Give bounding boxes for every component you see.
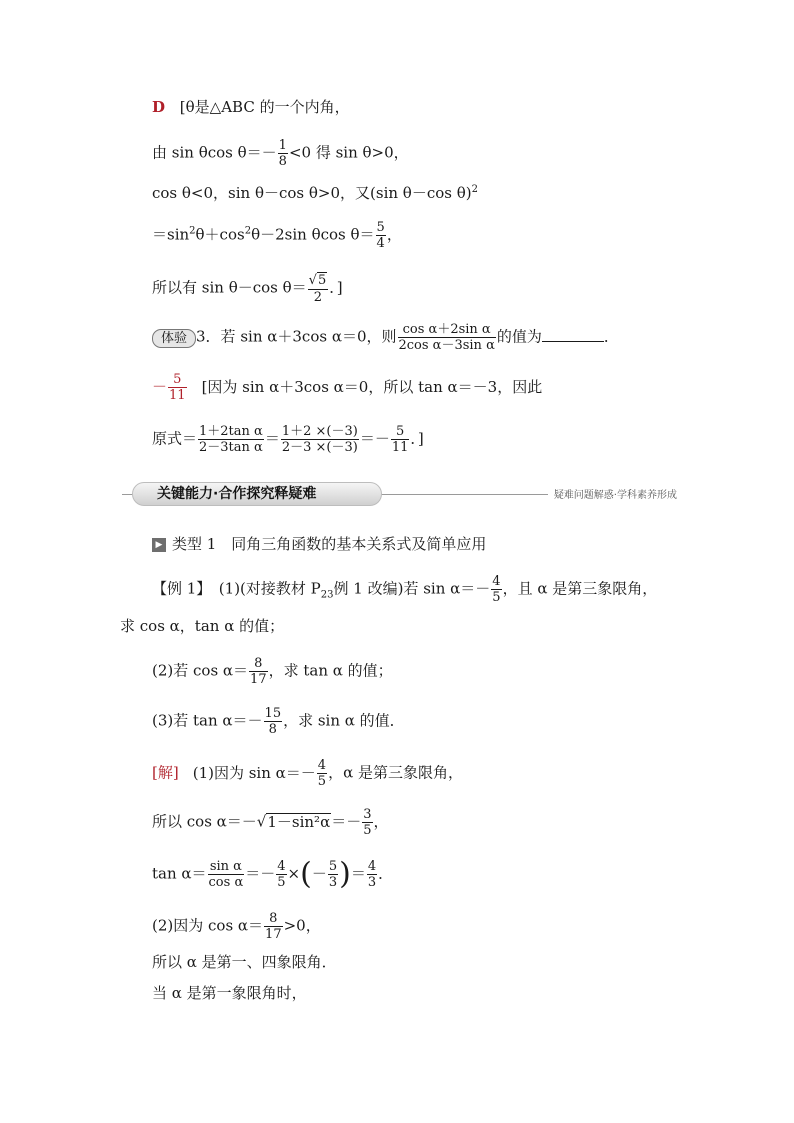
fraction	[276, 859, 286, 890]
numerator: 5	[328, 859, 338, 874]
fraction	[362, 807, 372, 838]
solution-line-4	[152, 220, 402, 251]
text: ×	[287, 864, 301, 883]
denominator: 11	[391, 440, 409, 455]
fraction	[317, 758, 327, 789]
answer-letter: D	[152, 98, 166, 116]
text: ．	[603, 327, 619, 346]
text: 原式＝	[152, 429, 198, 448]
solution-line-3b	[152, 856, 394, 892]
question-2	[152, 656, 393, 687]
solution-line-6b: 当 α 是第一象限角时，	[152, 984, 307, 1002]
denominator: 5	[492, 590, 501, 605]
numerator: √5	[308, 273, 327, 288]
denominator: 2－3 ×(－3)	[281, 440, 358, 455]
text: cos θ<0，sin θ－cos θ>0，又(sin θ－cos θ)	[152, 184, 472, 202]
text: ，α 是第三象限角，	[328, 763, 463, 782]
text: 所以 cos α＝－	[152, 812, 257, 831]
solution-line-3	[152, 180, 478, 203]
fraction	[398, 322, 496, 353]
text: ．	[378, 864, 394, 883]
solution-label: [解]	[152, 763, 179, 782]
sqrt-sign: √	[256, 812, 267, 831]
numerator: cos α＋2sin α	[398, 322, 496, 338]
denominator: 11	[169, 388, 186, 403]
solution-line-2	[152, 138, 409, 169]
type-heading-text: 类型 1 同角三角函数的基本关系式及简单应用	[172, 535, 487, 553]
numerator: 8	[264, 911, 283, 927]
text: (3)若 tan α＝－	[152, 711, 263, 730]
numerator: 15	[264, 706, 282, 721]
denominator: 8	[268, 722, 277, 737]
denominator: 2－3tan α	[199, 440, 263, 455]
exercise-line-1	[152, 322, 619, 353]
text: ，且 α 是第三象限角，	[502, 579, 658, 598]
numerator: 1	[278, 138, 287, 153]
radicand: 5	[317, 273, 327, 288]
text: ＝	[350, 864, 366, 883]
text: >0，	[283, 916, 321, 935]
text: (2)若 cos α＝	[152, 661, 249, 680]
denominator: cos α	[208, 875, 244, 890]
fraction	[367, 859, 377, 890]
numerator: 4	[277, 859, 286, 874]
answer-line-1	[152, 97, 350, 117]
numerator: 5	[391, 424, 410, 440]
text: (2)因为 cos α＝	[152, 916, 264, 935]
text: θ＋cos	[195, 225, 245, 244]
fraction	[198, 424, 264, 455]
solution-line-5	[152, 272, 343, 305]
numerator: 8	[249, 656, 268, 672]
fraction	[308, 272, 329, 305]
fraction	[278, 138, 288, 169]
text: 所以有 sin θ－cos θ＝	[152, 278, 307, 297]
denominator: 3	[328, 875, 338, 890]
type-heading	[152, 534, 486, 554]
numerator: 1＋2tan α	[199, 424, 263, 439]
text: －	[311, 864, 327, 883]
numerator: 4	[367, 859, 377, 874]
exercise-line-3	[152, 424, 424, 455]
numerator: 5	[376, 220, 385, 235]
left-paren: (	[300, 856, 312, 892]
denominator: 4	[376, 236, 385, 251]
text: ＝sin	[152, 225, 190, 244]
text: ，	[386, 225, 402, 244]
fraction	[208, 859, 245, 890]
superscript: 2	[471, 184, 478, 195]
denominator: 17	[250, 672, 267, 687]
section-note: 疑难问题解惑·学科素养形成	[548, 486, 677, 501]
fraction	[491, 574, 501, 605]
numerator: 1＋2 ×(－3)	[281, 424, 358, 439]
text: ＝－	[245, 864, 276, 883]
superscript: 2	[189, 225, 196, 237]
text: 例 1 改编)若 sin α＝－	[333, 579, 491, 598]
question-3	[152, 706, 405, 737]
text: tan α＝	[152, 864, 207, 883]
subscript: 23	[320, 589, 334, 601]
solution-line-1	[152, 758, 463, 789]
exercise-line-2	[152, 372, 542, 403]
text: 的值为	[496, 327, 542, 346]
numerator: 4	[492, 574, 501, 589]
text: ．]	[410, 429, 424, 448]
tiyan-tag: 体验	[152, 329, 196, 348]
text: ＝－	[359, 429, 390, 448]
denominator: 17	[265, 927, 282, 942]
fraction	[328, 859, 338, 890]
text: [因为 sin α＋3cos α＝0，所以 tan α＝－3，因此	[201, 377, 543, 396]
text: ，求 tan α 的值；	[268, 661, 393, 680]
text: 由 sin θcos θ＝－	[152, 143, 277, 162]
text: <0 得 sin θ>0，	[288, 143, 409, 162]
text: 【例 1】 (1)(对接教材 P	[152, 579, 321, 598]
section-header	[122, 482, 677, 506]
fraction	[281, 424, 359, 455]
text: ，求 sin α 的值．	[283, 711, 405, 730]
text: ＝－	[331, 812, 362, 831]
answer-minus: －	[152, 377, 168, 396]
denominator: 5	[277, 875, 286, 890]
denominator: 8	[278, 154, 287, 169]
solution-line-2b	[152, 807, 389, 838]
superscript: 2	[244, 225, 252, 237]
answer-fraction	[168, 372, 187, 403]
radicand: 1－sin²α	[267, 812, 331, 831]
denominator: 2cos α－3sin α	[398, 338, 495, 353]
text: ＝	[264, 429, 280, 448]
denominator: 2	[313, 290, 323, 305]
text: 3．若 sin α＋3cos α＝0，则	[196, 327, 397, 346]
numerator: 3	[363, 807, 372, 822]
numerator: sin α	[208, 859, 245, 875]
play-triangle-icon: ▶	[152, 538, 166, 552]
answer-text: [θ是△ABC 的一个内角，	[179, 98, 350, 116]
fraction	[376, 220, 386, 251]
text: (1)因为 sin α＝－	[192, 763, 316, 782]
section-title: 关键能力·合作探究释疑难	[132, 482, 382, 506]
text: θ－2sin θcos θ＝	[251, 225, 375, 244]
fraction	[249, 656, 268, 687]
denominator: 3	[367, 875, 377, 890]
example-line-1	[152, 574, 657, 606]
numerator: 5	[168, 372, 187, 388]
text: ．]	[329, 278, 343, 297]
solution-line-5b: 所以 α 是第一、四象限角．	[152, 953, 337, 971]
text: ，	[373, 812, 389, 831]
example-line-2: 求 cos α，tan α 的值；	[120, 617, 285, 635]
numerator: 4	[317, 758, 327, 773]
fraction	[264, 706, 283, 737]
right-paren: )	[339, 856, 351, 892]
denominator: 5	[363, 823, 372, 838]
fraction	[264, 911, 283, 942]
fraction	[391, 424, 410, 455]
answer-blank	[542, 327, 604, 342]
denominator: 5	[317, 774, 327, 789]
solution-line-4b	[152, 911, 321, 942]
